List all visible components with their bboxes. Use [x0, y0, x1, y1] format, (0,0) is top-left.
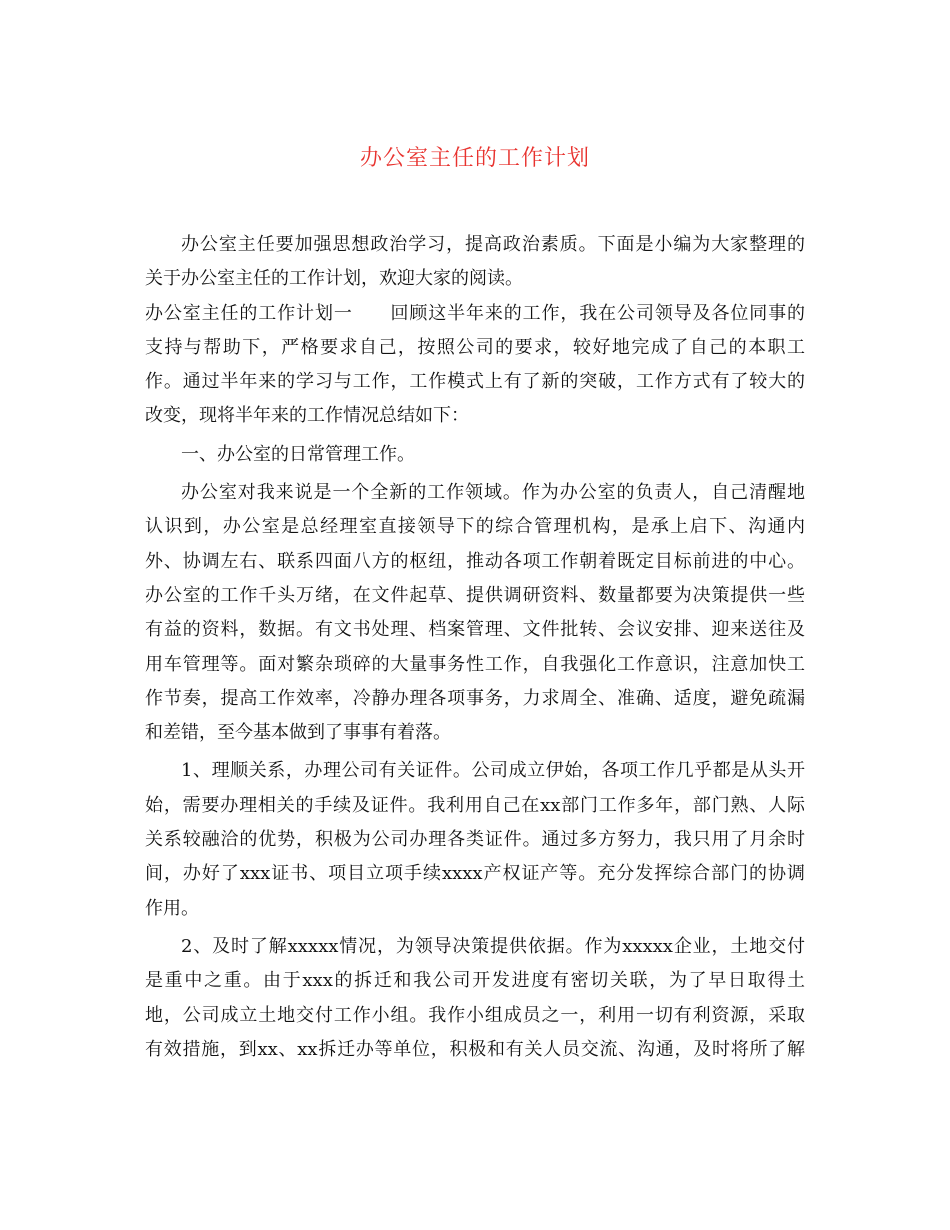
text-line: 地，公司成立土地交付工作小组。我作小组成员之一，利用一切有利资源，采取: [145, 1004, 805, 1026]
text-line: 1、理顺关系，办理公司有关证件。公司成立伊始，各项工作几乎都是从头开: [181, 760, 805, 782]
document-title: 办公室主任的工作计划: [359, 146, 590, 171]
document-body: [145, 228, 805, 1067]
text-line: 关于办公室主任的工作计划，欢迎大家的阅读。: [145, 268, 523, 290]
text-line: 作节奏，提高工作效率，冷静办理各项事务，力求周全、准确、适度，避免疏漏: [145, 687, 805, 709]
text-line: 始，需要办理相关的手续及证件。我利用自己在xx部门工作多年，部门熟、人际: [145, 794, 805, 816]
text-line: 支持与帮助下，严格要求自己，按照公司的要求，较好地完成了自己的本职工: [145, 336, 805, 358]
text-line: 2、及时了解xxxxx情况，为领导决策提供依据。作为xxxxx企业，土地交付: [181, 935, 805, 957]
text-line: 办公室对我来说是一个全新的工作领域。作为办公室的负责人，自己清醒地: [181, 482, 805, 504]
text-line: 改变，现将半年来的工作情况总结如下：: [145, 405, 469, 427]
text-line: 作。通过半年来的学习与工作，工作模式上有了新的突破，工作方式有了较大的: [145, 371, 805, 393]
text-line: 用车管理等。面对繁杂琐碎的大量事务性工作，自我强化工作意识，注意加快工: [145, 653, 805, 675]
text-line: 是重中之重。由于xxx的拆迁和我公司开发进度有密切关联，为了早日取得土: [145, 970, 805, 992]
text-line: 作用。: [145, 897, 199, 919]
text-line: 间，办好了xxx证书、项目立项手续xxxx产权证产等。充分发挥综合部门的协调: [145, 863, 805, 885]
text-line: 外、协调左右、联系四面八方的枢纽，推动各项工作朝着既定目标前进的中心。: [145, 550, 805, 572]
section-heading: 一、办公室的日常管理工作。: [181, 443, 415, 465]
text-line: 办公室的工作千头万绪，在文件起草、提供调研资料、数量都要为决策提供一些: [145, 584, 805, 606]
text-line: 办公室主任要加强思想政治学习，提高政治素质。下面是小编为大家整理的: [181, 234, 805, 255]
text-line: 有益的资料，数据。有文书处理、档案管理、文件批转、会议安排、迎来送往及: [145, 619, 805, 641]
text-line: 关系较融洽的优势，积极为公司办理各类证件。通过多方努力，我只用了月余时: [145, 829, 805, 851]
text-line: 办公室主任的工作计划一 回顾这半年来的工作，我在公司领导及各位同事的: [145, 302, 805, 324]
text-line: 和差错，至今基本做到了事事有着落。: [145, 722, 451, 744]
text-line: 认识到，办公室是总经理室直接领导下的综合管理机构，是承上启下、沟通内: [145, 516, 805, 538]
text-line: 有效措施，到xx、xx拆迁办等单位，积极和有关人员交流、沟通，及时将所了解: [145, 1038, 805, 1060]
